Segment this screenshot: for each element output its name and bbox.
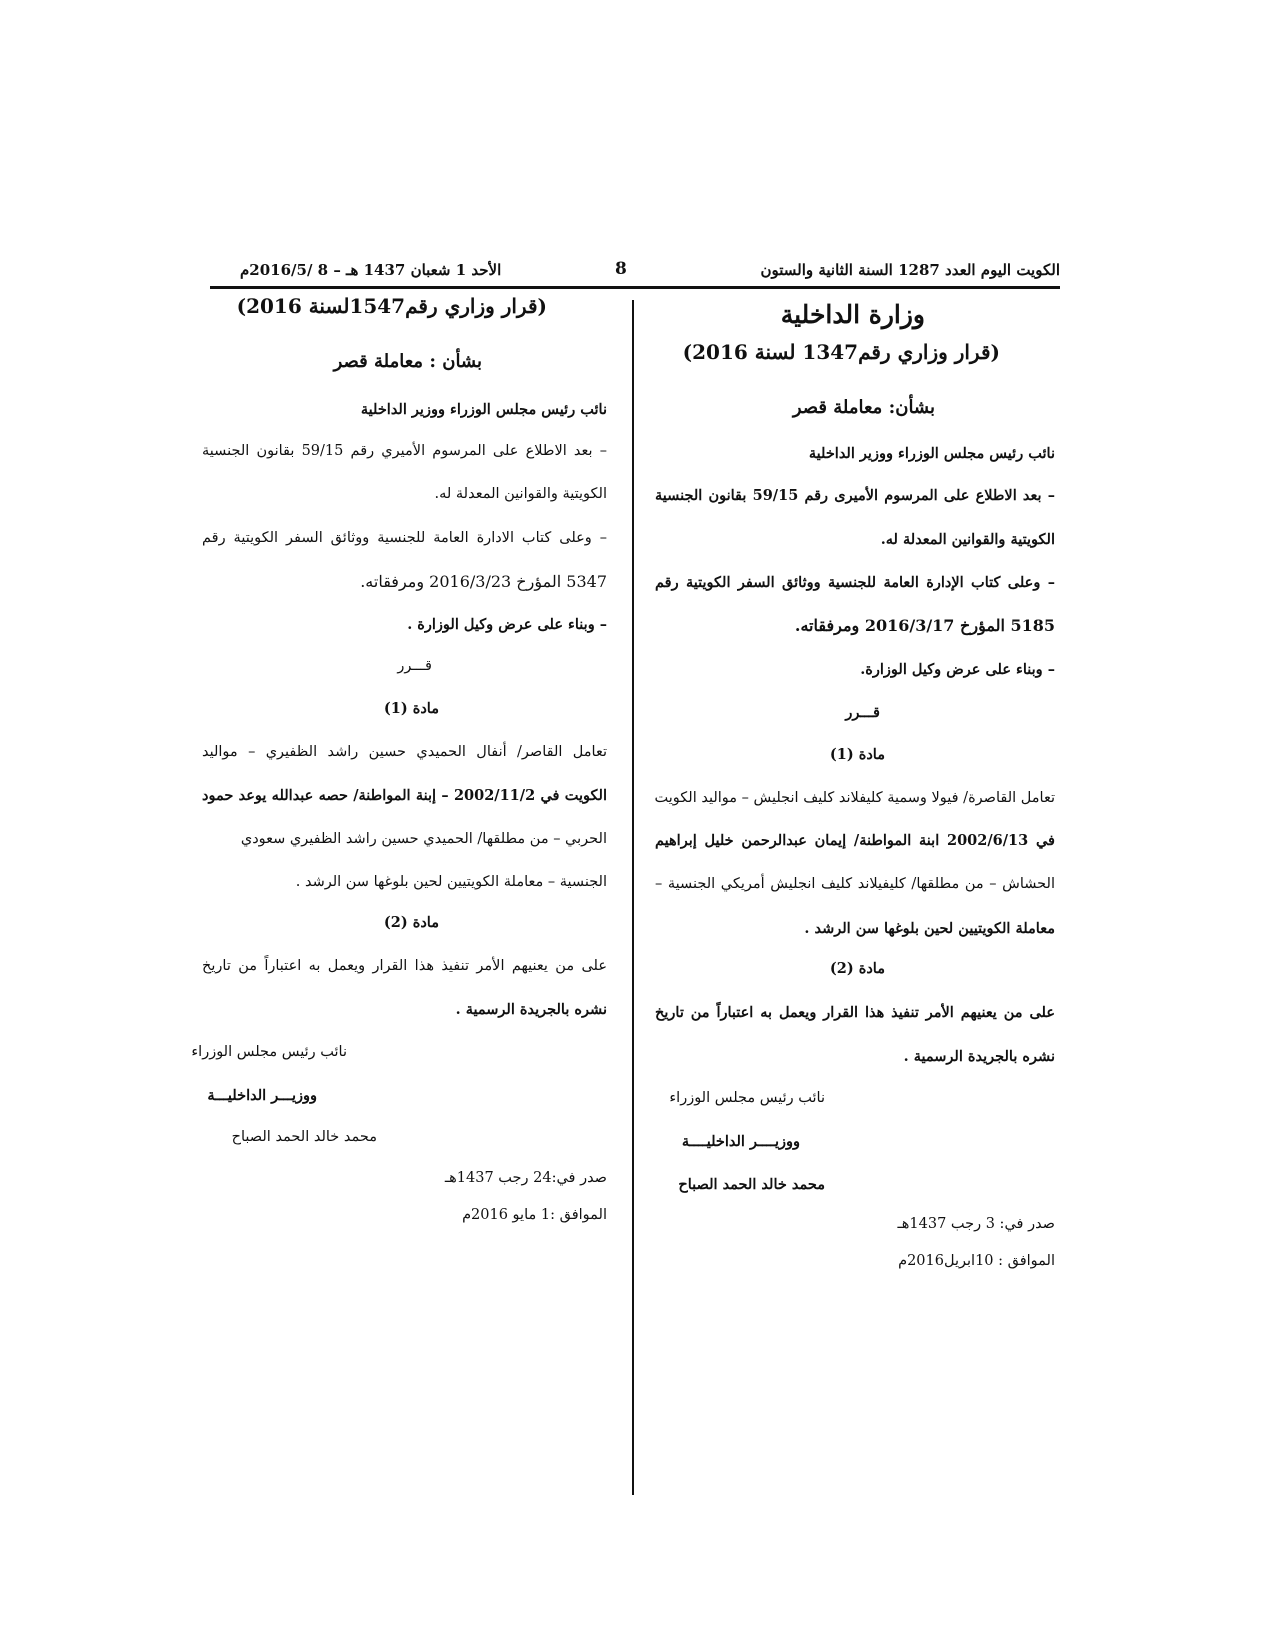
article-heading: مادة (2) — [383, 914, 439, 931]
article-text: الكويت في 2002/11/2 – إبنة المواطنة/ حصه عبدالله يوعد حمود — [202, 787, 607, 804]
article-heading: مادة (1) — [829, 746, 885, 763]
article-text: تعامل القاصر/ أنفال الحميدي حسين راشد الظفيري – مواليد — [202, 744, 607, 760]
preamble-line: – وعلى كتاب الادارة العامة للجنسية ووثائق السفر الكويتية رقم — [202, 530, 607, 546]
article-text: معاملة الكويتيين لحين بلوغها سن الرشد . — [804, 920, 1055, 937]
page-header — [210, 255, 1060, 285]
signature-title: ووزيــــر الداخليــــة — [681, 1133, 800, 1150]
gazette-issue-info: الكويت اليوم العدد 1287 السنة الثانية والستون — [760, 261, 1060, 279]
decided-heading: قـــرر — [845, 704, 880, 721]
page-number: 8 — [615, 259, 627, 279]
article-text: على من يعنيهم الأمر تنفيذ هذا القرار ويعمل به اعتباراً من تاريخ — [202, 958, 607, 974]
preamble-line: – وبناء على عرض وكيل الوزارة . — [407, 616, 607, 633]
decree-title: (قرار وزاري رقم1547لسنة 2016) — [236, 294, 547, 318]
article-text: نشره بالجريدة الرسمية . — [455, 1001, 607, 1018]
column-divider — [632, 300, 634, 1495]
issue-date-hijri: صدر في:24 رجب 1437هـ — [444, 1170, 607, 1186]
signatory-name: محمد خالد الحمد الصباح — [678, 1176, 825, 1193]
article-text: الحربي – من مطلقها/ الحميدي حسين راشد الظفيري سعودي — [240, 831, 607, 847]
signature-title: نائب رئيس مجلس الوزراء — [191, 1044, 347, 1060]
signature-title: ووزيـــر الداخليـــة — [207, 1087, 317, 1104]
preamble-line: – وعلى كتاب الإدارة العامة للجنسية ووثائق السفر الكويتية رقم — [655, 574, 1055, 591]
article-heading: مادة (1) — [383, 700, 439, 717]
header-rule — [210, 286, 1060, 289]
preamble-line: – بعد الاطلاع على المرسوم الأميرى رقم 59/15 بقانون الجنسية — [655, 487, 1056, 504]
signature-title: نائب رئيس مجلس الوزراء — [669, 1090, 825, 1106]
article-text: الحشاش – من مطلقها/ كليفيلاند كليف انجليش أمريكي الجنسية – — [655, 876, 1055, 892]
signatory-name: محمد خالد الحمد الصباح — [231, 1129, 377, 1145]
preamble-line: الكويتية والقوانين المعدلة له. — [880, 531, 1055, 548]
decided-heading: قـــرر — [397, 658, 432, 674]
issue-date-gregorian: الموافق : 10ابريل2016م — [898, 1253, 1055, 1269]
article-text: على من يعنيهم الأمر تنفيذ هذا القرار ويعمل به اعتباراً من تاريخ — [655, 1004, 1055, 1021]
decree-subject: بشأن : معاملة قصر — [333, 351, 482, 372]
article-heading: مادة (2) — [829, 960, 885, 977]
issue-date-gregorian: الموافق :1 مايو 2016م — [462, 1207, 607, 1223]
article-text: في 2002/6/13 ابنة المواطنة/ إيمان عبدالرحمن خليل إبراهيم — [655, 832, 1055, 849]
minister-line: نائب رئيس مجلس الوزراء ووزير الداخلية — [808, 445, 1055, 462]
issue-date: الأحد 1 شعبان 1437 هـ – 8 /2016/5م — [240, 261, 502, 279]
minister-line: نائب رئيس مجلس الوزراء ووزير الداخلية — [360, 401, 607, 418]
decree-title: (قرار وزاري رقم1347 لسنة 2016) — [682, 340, 1000, 364]
preamble-line: – بعد الاطلاع على المرسوم الأميري رقم 59/15 بقانون الجنسية — [202, 443, 607, 459]
article-text: الجنسية – معاملة الكويتيين لحين بلوغها سن الرشد . — [295, 874, 607, 890]
article-text: نشره بالجريدة الرسمية . — [903, 1048, 1055, 1065]
preamble-line: 5347 المؤرخ 2016/3/23 ومرفقاته. — [360, 572, 607, 591]
preamble-line: 5185 المؤرخ 2016/3/17 ومرفقاته. — [794, 616, 1055, 635]
article-text: تعامل القاصرة/ فيولا وسمية كليفلاند كليف انجليش – مواليد الكويت — [654, 790, 1055, 806]
decree-subject: بشأن: معاملة قصر — [792, 397, 935, 418]
preamble-line: – وبناء على عرض وكيل الوزارة. — [860, 661, 1055, 678]
preamble-line: الكويتية والقوانين المعدلة له. — [434, 486, 607, 502]
ministry-title: وزارة الداخلية — [780, 300, 925, 329]
issue-date-hijri: صدر في: 3 رجب 1437هـ — [897, 1216, 1055, 1232]
